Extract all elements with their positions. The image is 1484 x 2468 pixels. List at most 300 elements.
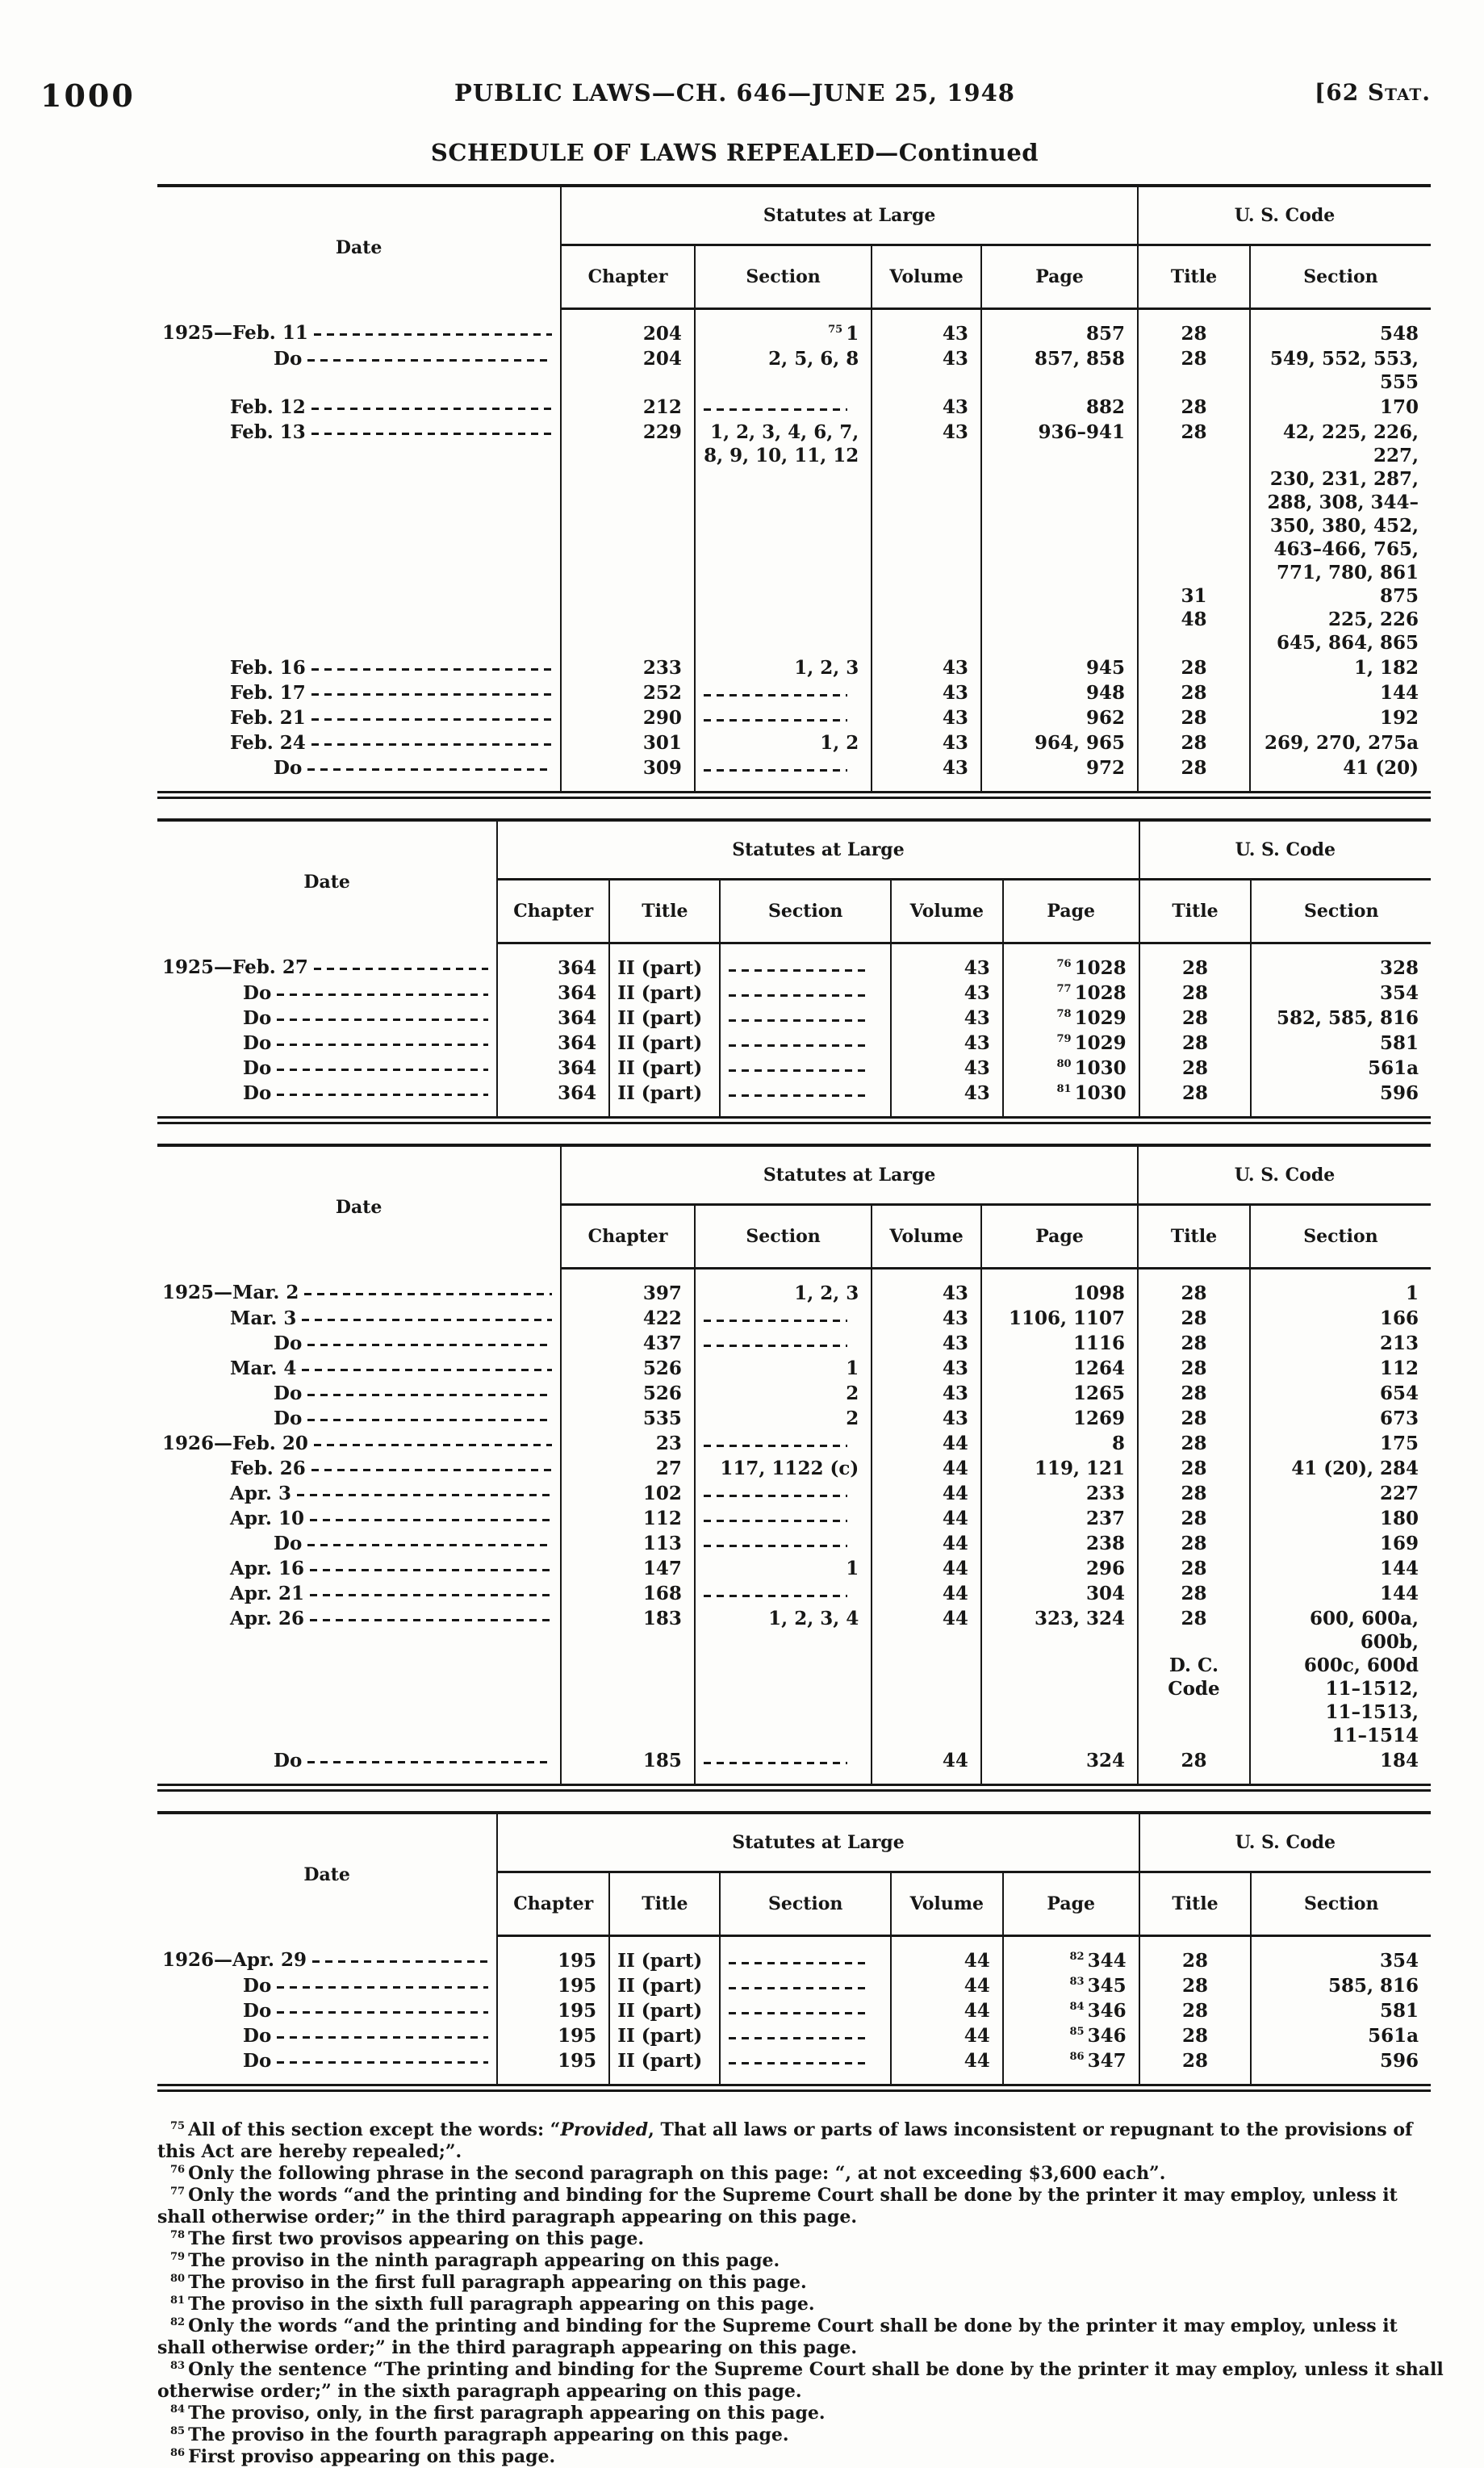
date-label: Apr. 16: [230, 1558, 304, 1579]
footnote-marker: 77: [1056, 983, 1072, 996]
date-label: Do: [243, 982, 272, 1004]
cell: 44: [891, 2023, 1003, 2048]
cell: 324: [981, 1748, 1138, 1788]
table-row: [157, 1973, 1431, 1998]
column-header: Chapter: [561, 245, 695, 309]
dotted-leader: [307, 1749, 552, 1767]
date-cell: [157, 395, 561, 420]
date-cell: [157, 730, 561, 755]
cell: 213: [1250, 1331, 1431, 1356]
date-cell: [157, 755, 561, 795]
cell: 1, 2, 3: [695, 655, 872, 680]
column-header: Title: [1139, 1872, 1252, 1936]
column-header: Section: [1251, 880, 1431, 943]
cell: [695, 705, 872, 730]
table-row: [157, 755, 1431, 795]
cell: 549, 552, 553, 555: [1250, 346, 1431, 395]
cell: 112: [561, 1506, 695, 1531]
footnote-marker: 80: [1056, 1058, 1072, 1071]
dashed-leader: [729, 1031, 866, 1051]
table-row: [157, 309, 1431, 347]
cell: 328: [1251, 943, 1431, 981]
dashed-leader: [729, 1999, 866, 2018]
cell: 41 (20), 284: [1250, 1456, 1431, 1481]
date-label: Do: [243, 1007, 272, 1029]
dotted-leader: [277, 1056, 488, 1074]
footnote-marker: 77: [170, 2185, 186, 2198]
cell: 144: [1250, 1581, 1431, 1606]
cell-line: [1139, 467, 1249, 491]
group-header-uscode: U. S. Code: [1138, 186, 1431, 245]
date-label: Apr. 3: [230, 1483, 291, 1504]
cell: 43: [872, 655, 981, 680]
cell-line: D. C.: [1168, 1654, 1219, 1676]
table-row: [157, 943, 1431, 981]
cell: 1, 2, 3: [695, 1269, 872, 1307]
table-row: [157, 730, 1431, 755]
cell: 28: [1138, 1431, 1250, 1456]
date-cell: [157, 1556, 561, 1581]
cell-line: 771, 780, 861: [1276, 562, 1419, 584]
cell: 28: [1139, 1081, 1252, 1120]
cell: 1269: [981, 1406, 1138, 1431]
table-row: [157, 1936, 1431, 1974]
dotted-leader: [302, 1357, 552, 1374]
cell: 561a: [1251, 1056, 1431, 1081]
dashed-leader: [704, 1749, 847, 1768]
cell: [695, 1531, 872, 1556]
cell: [720, 981, 890, 1006]
cell: 184: [1250, 1748, 1431, 1788]
date-cell: [157, 2023, 497, 2048]
cell-line: 11–1513,: [1325, 1701, 1419, 1723]
dashed-leader: [704, 1507, 847, 1526]
group-header-uscode: U. S. Code: [1139, 820, 1431, 880]
table-row: [157, 1006, 1431, 1031]
cell-line: 11–1512,: [1325, 1678, 1419, 1700]
cell: 27: [561, 1456, 695, 1481]
cell: 28: [1138, 309, 1250, 347]
cell: [720, 943, 890, 981]
cell-line: 288, 308, 344–: [1267, 492, 1419, 513]
dotted-leader: [277, 1081, 488, 1099]
cell: 582, 585, 816: [1251, 1006, 1431, 1031]
footnote-marker: 81: [1056, 1083, 1072, 1096]
dashed-leader: [704, 1532, 847, 1551]
cell: 28: [1138, 1356, 1250, 1381]
cell: 2: [695, 1406, 872, 1431]
footnote-marker: 85: [1069, 2026, 1085, 2039]
cell: 28: [1139, 2023, 1252, 2048]
cell: 28: [1138, 705, 1250, 730]
cell: 102: [561, 1481, 695, 1506]
dotted-leader: [307, 1532, 552, 1550]
cell: 238: [981, 1531, 1138, 1556]
date-label: Apr. 26: [230, 1608, 304, 1629]
group-header-statutes: Statutes at Large: [561, 186, 1138, 245]
footnote: $^{81}$ The proviso in the sixth full paragraph appearing on this page.: [170, 2294, 815, 2315]
cell: 195: [497, 2023, 609, 2048]
cell: 301: [561, 730, 695, 755]
table-row: [157, 1506, 1431, 1531]
cell: 43: [872, 346, 981, 395]
group-header-statutes: Statutes at Large: [497, 820, 1139, 880]
cell: 296: [981, 1556, 1138, 1581]
cell: 28: [1138, 1306, 1250, 1331]
cell-line: 600c, 600d: [1303, 1654, 1419, 1676]
column-header: Section: [1251, 1872, 1431, 1936]
cell: 43: [872, 1269, 981, 1307]
cell: 28: [1138, 1748, 1250, 1788]
date-cell: [157, 1006, 497, 1031]
date-cell: [157, 1306, 561, 1331]
cell-line: 42, 225, 226, 227,: [1282, 421, 1419, 466]
dashed-leader: [704, 706, 847, 726]
dotted-leader: [310, 1607, 552, 1625]
cell: $^{84}$ 346: [1003, 1998, 1139, 2023]
date-cell: [157, 1606, 561, 1748]
footnotes: [157, 2119, 1445, 2468]
column-header: Title: [1138, 1205, 1250, 1269]
cell-line: 28: [1181, 1608, 1207, 1629]
footnote-marker: 78: [1056, 1008, 1072, 1021]
column-header-date: Date: [335, 1196, 382, 1218]
cell: 147: [561, 1556, 695, 1581]
dotted-leader: [311, 656, 552, 674]
table-row: [157, 346, 1431, 395]
column-header-date: Date: [335, 236, 382, 258]
cell: 1: [1250, 1269, 1431, 1307]
cell: II (part): [609, 1006, 720, 1031]
table-row: [157, 1356, 1431, 1381]
cell-line: [1139, 538, 1249, 561]
date-cell: [157, 1973, 497, 1998]
cell: 44: [872, 1481, 981, 1506]
table-row: [157, 2023, 1431, 2048]
cell: 526: [561, 1381, 695, 1406]
cell: 28: [1139, 943, 1252, 981]
cell: 397: [561, 1269, 695, 1307]
table-row: [157, 1748, 1431, 1788]
dotted-leader: [310, 1557, 552, 1575]
date-cell: [157, 1331, 561, 1356]
cell: 581: [1251, 1998, 1431, 2023]
table-row: [157, 1531, 1431, 1556]
cell: II (part): [609, 1936, 720, 1974]
cell-line: 463–466, 765,: [1273, 538, 1419, 560]
date-label: Apr. 21: [230, 1583, 304, 1604]
cell: [1250, 420, 1431, 655]
cell: [1138, 1606, 1250, 1748]
cell-line: 645, 864, 865: [1276, 632, 1419, 654]
dashed-leader: [729, 1974, 866, 1993]
date-cell: [157, 1531, 561, 1556]
cell: 548: [1250, 309, 1431, 347]
cell: 28: [1138, 655, 1250, 680]
cell: 169: [1250, 1531, 1431, 1556]
footnote: $^{77}$ Only the words “and the printing and binding for the Supreme Court shall be done by the printer it may employ, unless it shall otherwise order;” in the third paragraph appearing on this page.: [157, 2185, 1398, 2227]
cell: 596: [1251, 1081, 1431, 1120]
cell: 195: [497, 2048, 609, 2088]
date-label: 1925—Feb. 11: [162, 321, 308, 344]
date-label: Mar. 4: [230, 1357, 297, 1379]
cell: 43: [872, 309, 981, 347]
dotted-leader: [277, 2024, 488, 2042]
cell: 144: [1250, 680, 1431, 705]
dashed-leader: [704, 756, 847, 776]
cell-line: 11–1514: [1331, 1725, 1419, 1746]
date-cell: [157, 1481, 561, 1506]
cell: 229: [561, 420, 695, 655]
cell: $^{86}$ 347: [1003, 2048, 1139, 2088]
cell: 309: [561, 755, 695, 795]
date-label: Do: [243, 1057, 272, 1079]
date-cell: [157, 943, 497, 981]
cell: 28: [1139, 1006, 1252, 1031]
table-row: [157, 1581, 1431, 1606]
group-header-uscode: U. S. Code: [1138, 1145, 1431, 1205]
date-label: Do: [243, 2050, 272, 2072]
column-header: Page: [981, 245, 1138, 309]
cell: 1106, 1107: [981, 1306, 1138, 1331]
cell: 596: [1251, 2048, 1431, 2088]
cell: 364: [497, 981, 609, 1006]
cell: 43: [872, 730, 981, 755]
column-header: Title: [1138, 245, 1250, 309]
dotted-leader: [307, 1382, 552, 1399]
dashed-leader: [729, 2024, 866, 2043]
column-header: Volume: [872, 245, 981, 309]
cell: 28: [1139, 1031, 1252, 1056]
cell: [720, 1006, 890, 1031]
schedule-table: [157, 818, 1431, 1124]
column-header: Page: [1003, 1872, 1139, 1936]
footnote-marker: 85: [170, 2424, 186, 2437]
dotted-leader: [311, 731, 552, 749]
column-header: Section: [695, 245, 872, 309]
running-header: [39, 76, 1431, 118]
cell: [720, 1973, 890, 1998]
cell: 212: [561, 395, 695, 420]
cell: 44: [872, 1581, 981, 1606]
cell: 28: [1138, 730, 1250, 755]
cell: 28: [1138, 1506, 1250, 1531]
cell-line: 875: [1379, 585, 1419, 607]
dotted-leader: [277, 981, 488, 999]
date-label: Feb. 21: [230, 707, 306, 729]
date-label: 1925—Feb. 27: [162, 956, 308, 978]
cell: [720, 2023, 890, 2048]
cell: 28: [1139, 2048, 1252, 2088]
cell: 119, 121: [981, 1456, 1138, 1481]
column-header: Title: [609, 880, 720, 943]
cell: 1, 2: [695, 730, 872, 755]
dashed-leader: [704, 681, 847, 701]
cell: [720, 2048, 890, 2088]
table-row: [157, 1456, 1431, 1481]
cell: 43: [891, 1081, 1003, 1120]
footnote-marker: 79: [170, 2250, 186, 2263]
table-row: [157, 1331, 1431, 1356]
cell: 304: [981, 1581, 1138, 1606]
cell: 168: [561, 1581, 695, 1606]
cell: [1250, 1606, 1431, 1748]
cell: II (part): [609, 1031, 720, 1056]
column-header: Section: [720, 1872, 890, 1936]
footnote-marker: 79: [1056, 1033, 1072, 1046]
cell: 28: [1138, 1481, 1250, 1506]
footnote-marker: 80: [170, 2272, 186, 2285]
cell: $^{80}$ 1030: [1003, 1056, 1139, 1081]
cell: [695, 1306, 872, 1331]
column-header: Volume: [891, 880, 1003, 943]
date-cell: [157, 420, 561, 655]
footnote-marker: 86: [1069, 2051, 1085, 2064]
footnote-marker: 82: [170, 2315, 186, 2328]
dotted-leader: [277, 1999, 488, 2017]
column-header: Chapter: [497, 1872, 609, 1936]
cell: 1264: [981, 1356, 1138, 1381]
cell: [695, 680, 872, 705]
dotted-leader: [311, 420, 552, 438]
table-row: [157, 1481, 1431, 1506]
cell: 175: [1250, 1431, 1431, 1456]
cell: [695, 1581, 872, 1606]
dotted-leader: [277, 1031, 488, 1049]
cell: 195: [497, 1936, 609, 1974]
column-header: Chapter: [497, 880, 609, 943]
cell: 28: [1138, 755, 1250, 795]
footnote-marker: 76: [1056, 958, 1072, 971]
cell: [695, 395, 872, 420]
cell: 673: [1250, 1406, 1431, 1431]
cell: 28: [1139, 1998, 1252, 2023]
column-header: Title: [1139, 880, 1252, 943]
dashed-leader: [704, 395, 847, 415]
footnote-marker: 78: [170, 2228, 186, 2241]
date-label: Feb. 24: [230, 732, 306, 754]
date-cell: [157, 1406, 561, 1431]
table-row: [157, 1306, 1431, 1331]
cell: 204: [561, 309, 695, 347]
cell: 28: [1138, 1406, 1250, 1431]
dotted-leader: [307, 1332, 552, 1349]
column-header: Volume: [872, 1205, 981, 1269]
cell-line: 28: [1181, 421, 1207, 443]
date-label: 1926—Apr. 29: [162, 1948, 307, 1971]
date-label: Do: [243, 2000, 272, 2022]
table-row: [157, 395, 1431, 420]
table-row: [157, 1081, 1431, 1120]
cell: 364: [497, 1081, 609, 1120]
cell: 526: [561, 1356, 695, 1381]
cell: 185: [561, 1748, 695, 1788]
date-cell: [157, 1506, 561, 1531]
cell: 364: [497, 1031, 609, 1056]
column-header: Section: [720, 880, 890, 943]
dotted-leader: [277, 1006, 488, 1024]
dotted-leader: [314, 1432, 552, 1449]
column-header-date: Date: [303, 871, 350, 893]
dashed-leader: [704, 1482, 847, 1501]
cell: 28: [1138, 1269, 1250, 1307]
table-row: [157, 1031, 1431, 1056]
cell: II (part): [609, 981, 720, 1006]
group-header-uscode: U. S. Code: [1139, 1813, 1431, 1872]
group-header-statutes: Statutes at Large: [561, 1145, 1138, 1205]
page-number: 1000: [40, 77, 136, 114]
cell: 166: [1250, 1306, 1431, 1331]
cell: 654: [1250, 1381, 1431, 1406]
cell: 28: [1138, 1381, 1250, 1406]
cell-line: 1, 2, 3, 4, 6, 7,: [710, 421, 859, 443]
cell: 183: [561, 1606, 695, 1748]
cell: $^{85}$ 346: [1003, 2023, 1139, 2048]
cell-line: 31: [1181, 585, 1207, 607]
cell: [695, 1431, 872, 1456]
cell: 585, 816: [1251, 1973, 1431, 1998]
cell: 364: [497, 1056, 609, 1081]
date-label: Do: [274, 1408, 303, 1429]
table-row: [157, 981, 1431, 1006]
cell: 581: [1251, 1031, 1431, 1056]
cell-line: 48: [1181, 609, 1207, 630]
cell: 43: [872, 755, 981, 795]
cell: 43: [872, 420, 981, 655]
table-row: [157, 1998, 1431, 2023]
table-row: [157, 1381, 1431, 1406]
cell: 28: [1138, 395, 1250, 420]
cell: $^{77}$ 1028: [1003, 981, 1139, 1006]
cell: 28: [1138, 1581, 1250, 1606]
cell: 364: [497, 943, 609, 981]
cell: 43: [891, 1006, 1003, 1031]
cell: 354: [1251, 981, 1431, 1006]
cell: 28: [1138, 1331, 1250, 1356]
cell: [695, 1481, 872, 1506]
column-header: Chapter: [561, 1205, 695, 1269]
cell: 43: [891, 1056, 1003, 1081]
cell: 44: [872, 1506, 981, 1531]
cell: 290: [561, 705, 695, 730]
cell: 28: [1139, 981, 1252, 1006]
table-row: [157, 655, 1431, 680]
column-header: Page: [981, 1205, 1138, 1269]
footnote: $^{80}$ The proviso in the first full paragraph appearing on this page.: [170, 2272, 807, 2293]
dashed-leader: [729, 2049, 866, 2069]
cell: 170: [1250, 395, 1431, 420]
cell: 882: [981, 395, 1138, 420]
footnote-marker: 83: [170, 2359, 186, 2372]
cell: 227: [1250, 1481, 1431, 1506]
cell: II (part): [609, 1081, 720, 1120]
cell: II (part): [609, 2048, 720, 2088]
cell: 28: [1138, 346, 1250, 395]
stat-citation: [62 Stat.: [1314, 79, 1431, 106]
date-cell: [157, 1031, 497, 1056]
date-label: Do: [274, 1382, 303, 1404]
cell: 195: [497, 1973, 609, 1998]
cell: [1138, 420, 1250, 655]
footnote-marker: 75: [170, 2119, 186, 2132]
schedule-title: SCHEDULE OF LAWS REPEALED—Continued: [430, 139, 1039, 166]
cell: 269, 270, 275a: [1250, 730, 1431, 755]
dotted-leader: [310, 1582, 552, 1600]
dotted-leader: [311, 681, 552, 699]
cell: 28: [1138, 1531, 1250, 1556]
cell: 354: [1251, 1936, 1431, 1974]
date-cell: [157, 309, 561, 347]
